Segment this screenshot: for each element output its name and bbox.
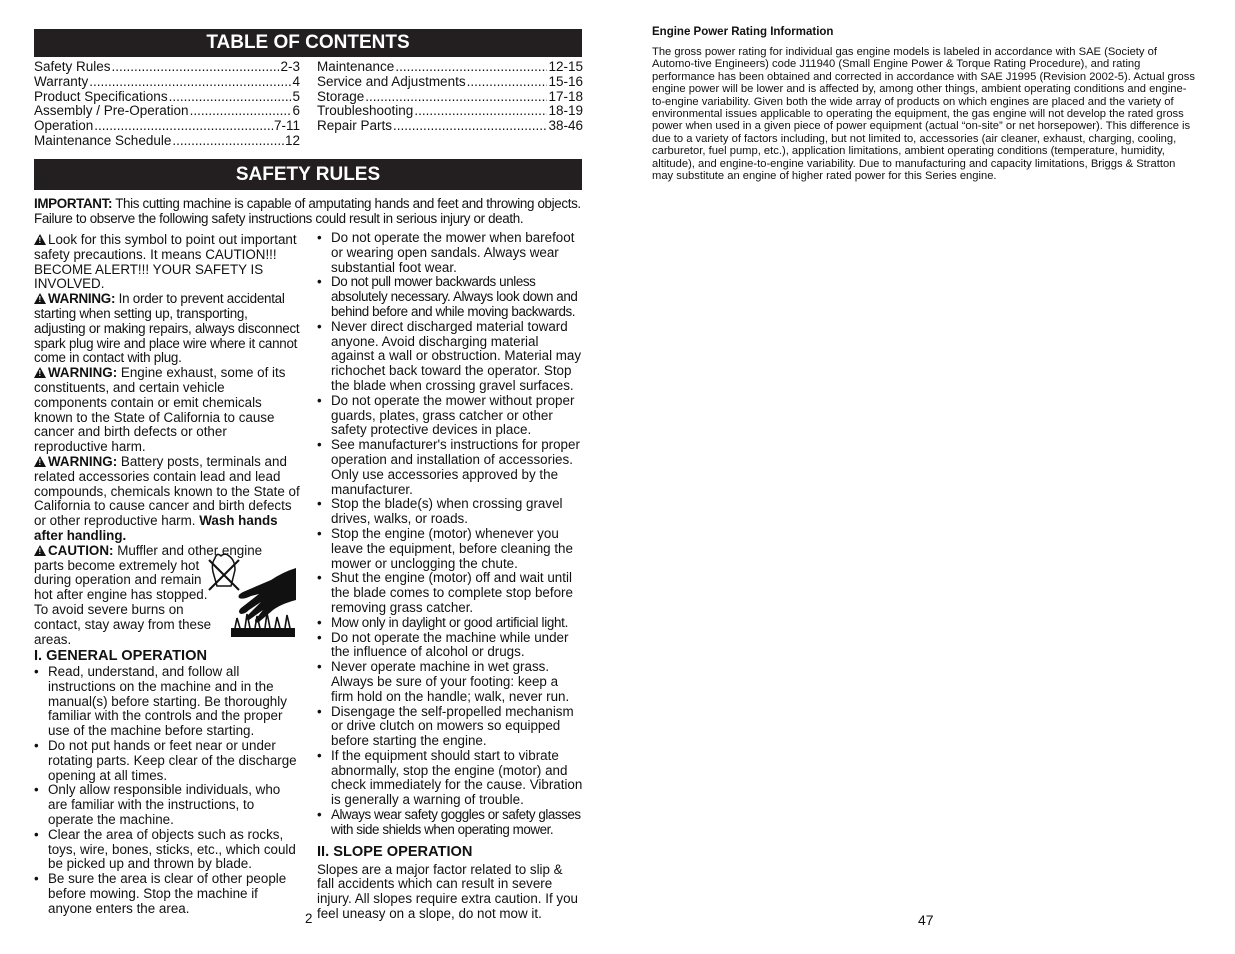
list-item: • Stop the engine (motor) whenever you leave the equipment, before cleaning the mower or unclogging the chute. — [317, 527, 583, 571]
safety-banner — [34, 159, 582, 190]
list-item: • If the equipment should start to vibrate abnormally, stop the engine (motor) and check immediately for the cause. Vibration is generally a warning of trouble. — [317, 749, 583, 808]
toc-entry[interactable]: Troubleshooting ..... 18-19 — [317, 104, 583, 119]
toc-entry[interactable]: Repair Parts ..... 38-46 — [317, 119, 583, 134]
toc-entry[interactable]: Assembly / Pre-Operation ..... 6 — [34, 104, 300, 119]
toc-entry[interactable]: Product Specifications ..... 5 — [34, 90, 300, 105]
toc-entry[interactable]: Operation ..... 7-11 — [34, 119, 300, 134]
important-label: IMPORTANT: — [34, 196, 113, 211]
list-item: • Clear the area of objects such as rocks, toys, wire, bones, sticks, etc., which could be picked up and thrown by blade. — [34, 828, 300, 872]
general-operation-heading: I. GENERAL OPERATION — [34, 648, 207, 664]
general-operation-section — [34, 648, 300, 917]
list-item: • Read, understand, and follow all instructions on the machine and in the manual(s) before starting. Be thoroughly familiar with the controls and the proper use of the machine before starting. — [34, 665, 300, 739]
toc-left-column — [34, 60, 300, 149]
engine-power-title: Engine Power Rating Information — [652, 26, 834, 38]
toc-entry[interactable]: Maintenance ..... 12-15 — [317, 60, 583, 75]
symbol-note: !Look for this symbol to point out important safety precautions. It means CAUTION!!! BECOME ALERT!!! YOUR SAFETY IS INVOLVED. — [34, 233, 300, 292]
list-item: • Do not put hands or feet near or under rotating parts. Keep clear of the discharge opening at all times. — [34, 739, 300, 783]
toc-entry[interactable]: Maintenance Schedule ..... 12 — [34, 134, 300, 149]
slope-operation-text: Slopes are a major factor related to slip & fall accidents which can result in severe injury. All slopes require extra caution. If you feel uneasy on a slope, do not mow it. — [317, 861, 578, 922]
safety-rules-list — [317, 231, 583, 838]
engine-power-section — [652, 26, 1197, 182]
toc-entry[interactable]: Storage ..... 17-18 — [317, 90, 583, 105]
warning-triangle-icon — [34, 456, 46, 467]
warning-triangle-icon — [34, 545, 46, 556]
safety-title: SAFETY RULES — [235, 164, 381, 185]
warning-exhaust: !WARNING: Engine exhaust, some of its constituents, and certain vehicle components contain or emit chemicals known to the State of California to cause cancer and birth defects or other reproductive harm. — [34, 366, 300, 455]
important-notice — [34, 197, 583, 227]
important-text: This cutting machine is capable of amputating hands and feet and throwing objects. Failure to observe the following safety instructions could result in serious injury or death. — [34, 196, 581, 226]
warning-spark-plug: !WARNING: In order to prevent accidental starting when setting up, transporting, adjusting or making repairs, always disconnect spark plug wire and place wire where it cannot come in contact with plug. — [34, 292, 300, 366]
caution-hot-parts: !CAUTION: Muffler and other engine parts become extremely hot during operation and remain hot after engine has stopped. To avoid severe burns on contact, stay away from these areas. — [34, 544, 300, 648]
list-item: • Do not operate the mower without proper guards, plates, grass catcher or other safety protective devices in place. — [317, 394, 583, 438]
list-item: • Always wear safety goggles or safety glasses with side shields when operating mower. — [317, 808, 583, 838]
list-item: • Disengage the self-propelled mechanism or drive clutch on mowers so equipped before starting the engine. — [317, 705, 583, 749]
toc-right-column — [317, 60, 583, 134]
hot-surface-icon — [203, 550, 298, 640]
page-number-left: 2 — [305, 911, 313, 926]
warning-triangle-icon — [34, 293, 46, 304]
toc-title: TABLE OF CONTENTS — [206, 32, 410, 53]
list-item: • Shut the engine (motor) off and wait until the blade comes to complete stop before removing grass catcher. — [317, 571, 583, 615]
list-item: • Do not operate the mower when barefoot or wearing open sandals. Always wear substantial foot wear. — [317, 231, 583, 275]
warning-triangle-icon — [34, 234, 46, 245]
list-item: • Be sure the area is clear of other people before mowing. Stop the machine if anyone enters the area. — [34, 872, 300, 916]
page-number-right: 47 — [918, 912, 934, 928]
list-item: • Never operate machine in wet grass. Always be sure of your footing: keep a firm hold on the handle; walk, never run. — [317, 660, 583, 704]
general-operation-list — [34, 665, 300, 917]
toc-entry[interactable]: Warranty ..... 4 — [34, 75, 300, 90]
engine-power-body: The gross power rating for individual gas engine models is labeled in accordance with SAE (Society of Automo-tive Engineers) code J11940 (Small Engine Power & Torque Rating Procedure), and rating performance has been obtained and corrected in accordance with SAE J1995 (Revision 2002-5). Actual gross engine power will be lower and is affected by, among other things, ambient operating conditions and engine-to-engine variability. Given both the wide array of products on which engines are placed and the variety of environmental issues applicable to operating the equipment, the gas engine will not develop the rated gross power when used in a given piece of power equipment (actual “on-site” or net horsepower). This difference is due to a variety of factors including, but not limited to, accessories (air cleaner, exhaust, charging, cooling, carburetor, fuel pump, etc.), application limitations, ambient operating conditions (temperature, humidity, altitude), and engine-to-engine variability. Due to manufacturing and capacity limitations, Briggs & Stratton may substitute an engine of higher rated power for this Series engine. — [652, 46, 1195, 183]
list-item: • See manufacturer's instructions for proper operation and installation of accessories. Only use accessories approved by the manufacturer. — [317, 438, 583, 497]
toc-entry[interactable]: Service and Adjustments ..... 15-16 — [317, 75, 583, 90]
list-item: • Do not pull mower backwards unless absolutely necessary. Always look down and behind before and while moving backwards. — [317, 275, 583, 319]
toc-entry[interactable]: Safety Rules ..... 2-3 — [34, 60, 300, 75]
safety-column-2 — [317, 231, 583, 922]
list-item: • Stop the blade(s) when crossing gravel drives, walks, or roads. — [317, 497, 583, 527]
slope-operation-heading: II. SLOPE OPERATION — [317, 843, 473, 860]
warning-triangle-icon — [34, 367, 46, 378]
list-item: • Mow only in daylight or good artificial light. — [317, 616, 583, 631]
list-item: • Do not operate the machine while under the influence of alcohol or drugs. — [317, 631, 583, 661]
list-item: • Only allow responsible individuals, who are familiar with the instructions, to operate the machine. — [34, 783, 300, 827]
list-item: • Never direct discharged material toward anyone. Avoid discharging material against a wall or obstruction. Material may richochet back toward the operator. Stop the blade when crossing gravel surfaces. — [317, 320, 583, 394]
toc-banner — [34, 29, 582, 57]
warning-battery: !WARNING: Battery posts, terminals and related accessories contain lead and lead compounds, chemicals known to the State of California to cause cancer and birth defects or other reproductive harm. Wash hands after handling. — [34, 455, 300, 544]
